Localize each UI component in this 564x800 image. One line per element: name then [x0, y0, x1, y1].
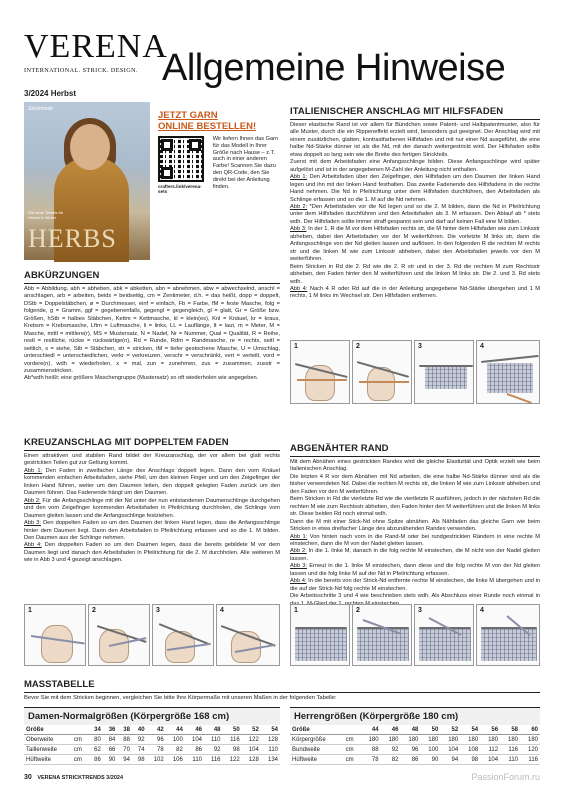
size-col-header: 40 — [132, 725, 147, 735]
cross-caston-figure-1: 1 — [24, 604, 86, 666]
logo-tagline: INTERNATIONAL. STRICK. DESIGN. — [24, 67, 138, 74]
table-row — [290, 755, 540, 765]
watermark: PassionForum.ru — [471, 772, 540, 782]
table-cell: 120 — [520, 745, 540, 755]
women-table-title: Damen-Normalgrößen (Körpergröße 168 cm) — [24, 707, 280, 725]
size-col-header: 46 — [185, 725, 204, 735]
size-col-header: 34 — [88, 725, 103, 735]
table-cell: Hüftweite — [290, 755, 344, 765]
italian-caston-figure-4: 4 — [476, 340, 540, 404]
size-col-header: 58 — [500, 725, 520, 735]
table-cell: 96 — [400, 745, 420, 755]
table-cell: 116 — [500, 745, 520, 755]
table-cell: 70 — [117, 745, 132, 755]
table-cell: 180 — [520, 735, 540, 745]
promo-heading-2: ONLINE BESTELLEN! — [158, 121, 257, 132]
table-cell: 90 — [420, 755, 440, 765]
table-cell: 86 — [185, 745, 204, 755]
abbreviations-text — [24, 286, 280, 433]
table-cell: Bundweite — [290, 745, 344, 755]
size-col-header: 46 — [381, 725, 401, 735]
size-col-header: 48 — [204, 725, 223, 735]
size-col-header: 50 — [420, 725, 440, 735]
table-cell: 110 — [261, 745, 280, 755]
sewn-bindoff-figure-1: 1 — [290, 604, 350, 666]
table-cell: 74 — [132, 745, 147, 755]
table-row — [290, 735, 540, 745]
table-cell: 128 — [242, 755, 261, 765]
cover-teaser: Die neue Trends für Herbst & Winter — [28, 210, 64, 220]
table-cell: 122 — [242, 735, 261, 745]
table-cell: 98 — [132, 755, 147, 765]
table-cell: 88 — [117, 735, 132, 745]
women-size-table — [24, 707, 280, 765]
table-cell: 110 — [185, 755, 204, 765]
abbreviations-note: Ab*wdh heißt: eine größere Maschengruppe (Mustersatz) so oft wiederholen wie angegeben. — [24, 375, 259, 382]
table-cell: 116 — [223, 735, 242, 745]
sewn-bindoff-text: Mit dem Abnähen eines gestrickten Randes wird die gleiche Elastizität und Optik erzielt wie beim Italienischen Anschlag. Die letzten 4 R vor dem Abnähen mit Nd arbeiten, die eine halbe Nd-Stärke dünner sind als die bisher verwendeten Nd. Dabei die rechten M rechts str, die linken M wie zum Linksstr abheben und den Faden vor den M weiterführen. Beim Stricken in Rd die vierletzte Rd wie die viertletzte R ausführen, jedoch in der nächsten Rd die rechten M wie zum Rechtsstr abheben, den Faden hinter den M weiterführen und die linken M links str. Diese beiden Rd noch einmal wdh. Dann die M mit einer Stick-Nd ohne Spitze abnähen. Als Nähfaden das gleiche Garn wie beim Stricken in etwa dreifacher Länge des abzunähenden Randes verwenden. Abb 1: Von hinten nach vorn in die Rand-M oder bei rundgestrickten Rändern in eine rechte M einstechen, dann die M von der Nadel gleiten lassen. Abb 2: In die 1. linke M, danach in die folg rechte M einstechen, die M nicht von der Nadel gleiten lassen. Abb 3: Erneut in die 1. linke M einstechen, dann diese und die folg rechte M von der Nd gleiten lassen und die folg linke M auf der Nd in Pfeilrichtung erfassen. Abb 4: In die bereits von der Strick-Nd entfernte rechte M einstechen, die linke M übergehen und in die auf der Strick-Nd folg rechte M einstechen. Die Arbeitsschritte 3 und 4 wie beschrieben stets wdh. Als Abschluss einer Runde noch einmal in — [290, 459, 540, 600]
table-cell: 180 — [500, 735, 520, 745]
size-col-header — [72, 725, 88, 735]
table-cell: 106 — [166, 755, 185, 765]
logo-wordmark: VERENA — [24, 28, 168, 65]
table-cell: cm — [72, 755, 88, 765]
abbreviations-heading: ABKÜRZUNGEN — [24, 270, 280, 284]
size-col-header: Größe — [24, 725, 72, 735]
table-cell: 100 — [166, 735, 185, 745]
size-col-header: 38 — [117, 725, 132, 735]
table-cell: 86 — [88, 755, 103, 765]
table-cell: 78 — [147, 745, 166, 755]
sewn-bindoff-heading: ABGENÄHTER RAND — [290, 443, 540, 457]
table-cell: 180 — [440, 735, 460, 745]
size-col-header: 54 — [460, 725, 480, 735]
size-col-header: 50 — [223, 725, 242, 735]
table-cell: 92 — [381, 745, 401, 755]
size-col-header: 44 — [361, 725, 381, 735]
table-cell: 180 — [460, 735, 480, 745]
size-col-header — [344, 725, 361, 735]
table-cell: 86 — [400, 755, 420, 765]
table-cell: cm — [344, 745, 361, 755]
size-col-header: Größe — [290, 725, 344, 735]
table-cell: 180 — [480, 735, 500, 745]
cross-caston-figure-4: 4 — [216, 604, 280, 666]
size-col-header: 56 — [480, 725, 500, 735]
cross-caston-figure-2: 2 — [88, 604, 150, 666]
cross-caston-figure-3: 3 — [152, 604, 214, 666]
table-cell: 82 — [166, 745, 185, 755]
table-cell: 100 — [420, 745, 440, 755]
men-table — [290, 725, 540, 765]
cover-model-face — [70, 124, 110, 170]
table-cell: 116 — [204, 755, 223, 765]
table-cell: 78 — [361, 755, 381, 765]
sewn-bindoff-figure-2: 2 — [352, 604, 412, 666]
table-cell: Körpergröße — [290, 735, 344, 745]
table-cell: 82 — [381, 755, 401, 765]
table-cell: cm — [344, 735, 361, 745]
italian-caston-text: Dieser elastische Rand ist vor allem für Bündchen sowie Patent- und Halbpatentmuster, also für alle Muster, durch die ein Rippeneffekt erzielt wird, besonders gut geeignet. Der Anschlag wird mit einem zusätzlichen, glatten, kontrastfarbenen Hilfsfaden und mit nur einer Nd ausgeführt, die eine halbe Nd-Stärke dünner ist als die Nd, mit der danach weitergestrickt wird. Der Hilfsfaden sollte etwa doppelt so lang sein wie die Breite des fertigen Strickteils. Zuerst mit dem Arbeitsfaden eine Anfangsschlinge bilden. Diese Anfangsschlinge wird später aufgelöst und ist in der angegebenen M-Zahl der Anleitung nicht enthalten. Abb 1: Den Arbeitsfaden über den Zeigefinger, den Hilfsfaden um den Daumen der linken Hand legen und ihn mit der linken Hand festhalten. Das zweite Fadenende des Hilfsfadens in die rechte Hand nehmen. Die Nd in Pfeilrichtung unter dem Hilfsfaden durchführen, den Arbeitsfaden als Schlinge erfassen und so die 1. M auf die Nd nehmen. Abb 2: *Den Arbeitsfaden vor die Nd legen und so die 2. M bilden, dann die Nd in Pfeilrichtung unter dem Hilfsfaden durchführen und den Arbeitsfaden als 3. M erfassen. Den Ablauf ab * stets wdh. Der Hilfsfaden sollte immer straff gespannt sein und darf auf keinen Fall eine M bilden. Abb 3: In der 1. R die M vor dem Hilfsfaden rechts str, die M hinter dem Hilfsfaden wie zum Linksstr abheben, dabei den Arbeitsfaden vor der M weiterführen. Die vorletzte M links str, dann die Anfangsschlinge von der Nd gleiten lassen und auflösen. In den folgenden R die rechten M rechts str und die linken M wie zum Linksstr abheben, dabei den Arbeitsfaden jeweils vor den M weiterführen. Beim Stricken in Rd die 2. Rd wie die 2. R str und in der 3. Rd die rechten M zum Rechtsstr abheben, den Faden hinter den M weiterführen und die linken M links str. Die 2. und 3. Rd stets wdh. Abb 4: Nach 4 R oder Rd auf die in der Anleitung angegebene Nd-Stärke übergehen und 1 M rechts, 1 M links im Wechsel str. Den Hilfsfaden entfernen. — [290, 122, 540, 300]
table-cell: 90 — [103, 755, 118, 765]
table-row — [290, 745, 540, 755]
size-col-header: 54 — [261, 725, 280, 735]
sewn-bindoff-figure-4: 4 — [476, 604, 540, 666]
table-cell: 66 — [103, 745, 118, 755]
table-cell: 128 — [261, 735, 280, 745]
size-col-header: 36 — [103, 725, 118, 735]
table-cell: 180 — [361, 735, 381, 745]
table-cell: 62 — [88, 745, 103, 755]
table-cell: 104 — [242, 745, 261, 755]
table-cell: 96 — [147, 735, 166, 745]
sewn-bindoff-figure-3: 3 — [414, 604, 474, 666]
size-table-intro: Bevor Sie mit dem Stricken beginnen, vergleichen Sie bitte Ihre Körpermaße mit unseren Maßen in der folgenden Tabelle: — [24, 695, 337, 701]
italian-caston-figure-1: 1 — [290, 340, 350, 404]
table-cell: 104 — [480, 755, 500, 765]
table-row — [24, 735, 280, 745]
table-cell: 80 — [88, 735, 103, 745]
size-col-header: 42 — [147, 725, 166, 735]
yarn-promo — [158, 110, 280, 194]
table-cell: 180 — [381, 735, 401, 745]
table-cell: 122 — [223, 755, 242, 765]
abbreviations-list: Abb = Abbildung, abh = abheben, abk = abketten, abn = abnehmen, abw = abwechselnd, anschl = anschlagen, arb = arbeiten, beids = beidseitig, cm = Zentimeter, d.h. = das heißt, dopp = doppelt, DStb = Doppelstäbchen, ø = Durchmesser, einf = einfach, Fb = Farbe, fM = feste Masche, folg = folgende, g = Gramm, ggf = gegebenenfalls, gegengl = gegengleich, gl = glatt, Gr = Größe bzw. Größen, hStb = halbes Stäbchen, Kettm = Kettmasche, kl = klein(es), Knl = Knäuel, kr = kraus, Krebsm = Krebsmasche, Lftm = Luftmasche, li = links, LL = Lauflänge, lt = laut, m = Meter, M = Masche, mittl = mittlere(r), MS = Mustersatz, N = Nadel, Nr = Nummer, Qual = Qualität, R = Reihe, restl = restliche, rückw = rückwärtige(n), Rd = Runde, Rdm = Randmasche, re = rechts, seitl = seitlich, s = siehe, Stb = Stäbchen, str = stricken, tM = tiefer gestochene Masche, U = Umschlag, unterschiedl = unterschiedlichen, verkr = verkreuzen, verschr = verschränkt, vert = verteilt, vord = vordere(n), wdh = wiederholen, x = mal, zun = zunehmen, zus = zusammen, zusstr = zusammenstricken. — [24, 286, 280, 374]
size-col-header: 60 — [520, 725, 540, 735]
cross-caston-heading: KREUZANSCHLAG MIT DOPPELTEM FADEN — [24, 437, 280, 451]
italian-caston-heading: ITALIENISCHER ANSCHLAG MIT HILFSFADEN — [290, 106, 540, 120]
table-cell: 110 — [204, 735, 223, 745]
cross-caston-intro: Einen attraktiven und stabilen Rand bildet der Kreuzanschlag, der vor allem bei glatt rechts gestrickten Teilen gut zur Geltung kommt. — [24, 453, 280, 467]
promo-text: Wir liefern Ihnen das Garn für das Modell in Ihrer Größe nach Hause – z.T. auch in einer anderen Farbe! Scannen Sie dazu den QR-Code, den Sie direkt bei der Anleitung finden. — [212, 136, 279, 190]
size-col-header: 52 — [242, 725, 261, 735]
table-cell: cm — [344, 755, 361, 765]
table-cell: 112 — [480, 745, 500, 755]
table-cell: 98 — [223, 745, 242, 755]
footer-text: VERENA STRICKTRENDS 3/2024 — [37, 775, 124, 781]
size-col-header: 52 — [440, 725, 460, 735]
italian-caston-figure-2: 2 — [352, 340, 412, 404]
size-col-header: 48 — [400, 725, 420, 735]
table-cell: 108 — [460, 745, 480, 755]
table-cell: 92 — [204, 745, 223, 755]
qr-code-icon[interactable] — [158, 136, 204, 182]
size-col-header: 44 — [166, 725, 185, 735]
cover-headline: HERBS — [28, 224, 117, 253]
table-cell: 84 — [103, 735, 118, 745]
issue-label: 3/2024 Herbst — [24, 89, 77, 98]
promo-link[interactable]: crafters.link/verena-sets — [158, 184, 202, 194]
table-cell: 98 — [460, 755, 480, 765]
italian-caston-figure-3: 3 — [414, 340, 474, 404]
table-cell: 180 — [400, 735, 420, 745]
table-cell: 102 — [147, 755, 166, 765]
cover-image — [24, 102, 150, 260]
promo-heading-1: JETZT GARN — [158, 110, 218, 121]
table-cell: 180 — [420, 735, 440, 745]
table-cell: 134 — [261, 755, 280, 765]
table-cell: 104 — [185, 735, 204, 745]
page-title: Allgemeine Hinweise — [162, 47, 506, 89]
table-cell: Oberweite — [24, 735, 72, 745]
cover-tag: Strickmode — [28, 106, 54, 112]
table-row — [24, 745, 280, 755]
table-cell: 94 — [440, 755, 460, 765]
table-cell: 104 — [440, 745, 460, 755]
table-row — [24, 755, 280, 765]
table-cell: 94 — [117, 755, 132, 765]
page-footer — [24, 774, 123, 781]
table-cell: Taillenweite — [24, 745, 72, 755]
magazine-logo — [24, 28, 168, 74]
table-cell: 92 — [132, 735, 147, 745]
men-table-title: Herrengrößen (Körpergröße 180 cm) — [290, 707, 540, 725]
table-cell: Hüftweite — [24, 755, 72, 765]
page-number: 30 — [24, 774, 32, 781]
women-table — [24, 725, 280, 765]
table-cell: 110 — [500, 755, 520, 765]
table-cell: cm — [72, 735, 88, 745]
size-table-heading: MASSTABELLE — [24, 679, 540, 693]
cross-caston-text: Einen attraktiven und stabilen Rand bildet der Kreuzanschlag, der vor allem bei glatt rechts gestrickten Teilen gut zur Geltung kommt. Abb 1: Den Faden in zweifacher Länge des Anschlags doppelt legen. Dann den vom Knäuel kommenden einfachen Arbeitsfaden, siehe Pfeil, um den kleinen Finger und um den Zeigefinger der linken Hand führen, weiter um den Daumen leiten, den doppelt gelegten Faden zurück um den Daumen führen. Das Fadenende hängt um den Daumen. Abb 2: Für die Anfangsschlinge mit der Nd unter der nun entstandenen Daumenschlinge durchgehen und den vom Zeigefinger kommenden Arbeitsfaden in Pfeilrichtung durchholen, die Schlinge vom Daumen gleiten lassen und die Anfangsschlinge festziehen. Abb 3: Den doppelten Faden so um den Daumen der linken Hand legen, dass die Anfangsschlinge hinter dem Daumen liegt. Dann den Arbeitsfaden in Pfeilrichtung erfassen und so die 1. M bilden. Den Daumen aus der Schlinge nehmen. Abb 4: Den doppelten Faden so um den Daumen legen, dass die bereits gebildete M vor dem Daumen liegt und danach den Arbeitsfaden in Pfeilrichtung für die 2. M durchholen. Alle weiteren M wie in Abb 3 und 4 gezeigt anschlagen. — [24, 453, 280, 564]
table-cell: 116 — [520, 755, 540, 765]
table-cell: cm — [72, 745, 88, 755]
men-size-table — [290, 707, 540, 765]
table-cell: 88 — [361, 745, 381, 755]
